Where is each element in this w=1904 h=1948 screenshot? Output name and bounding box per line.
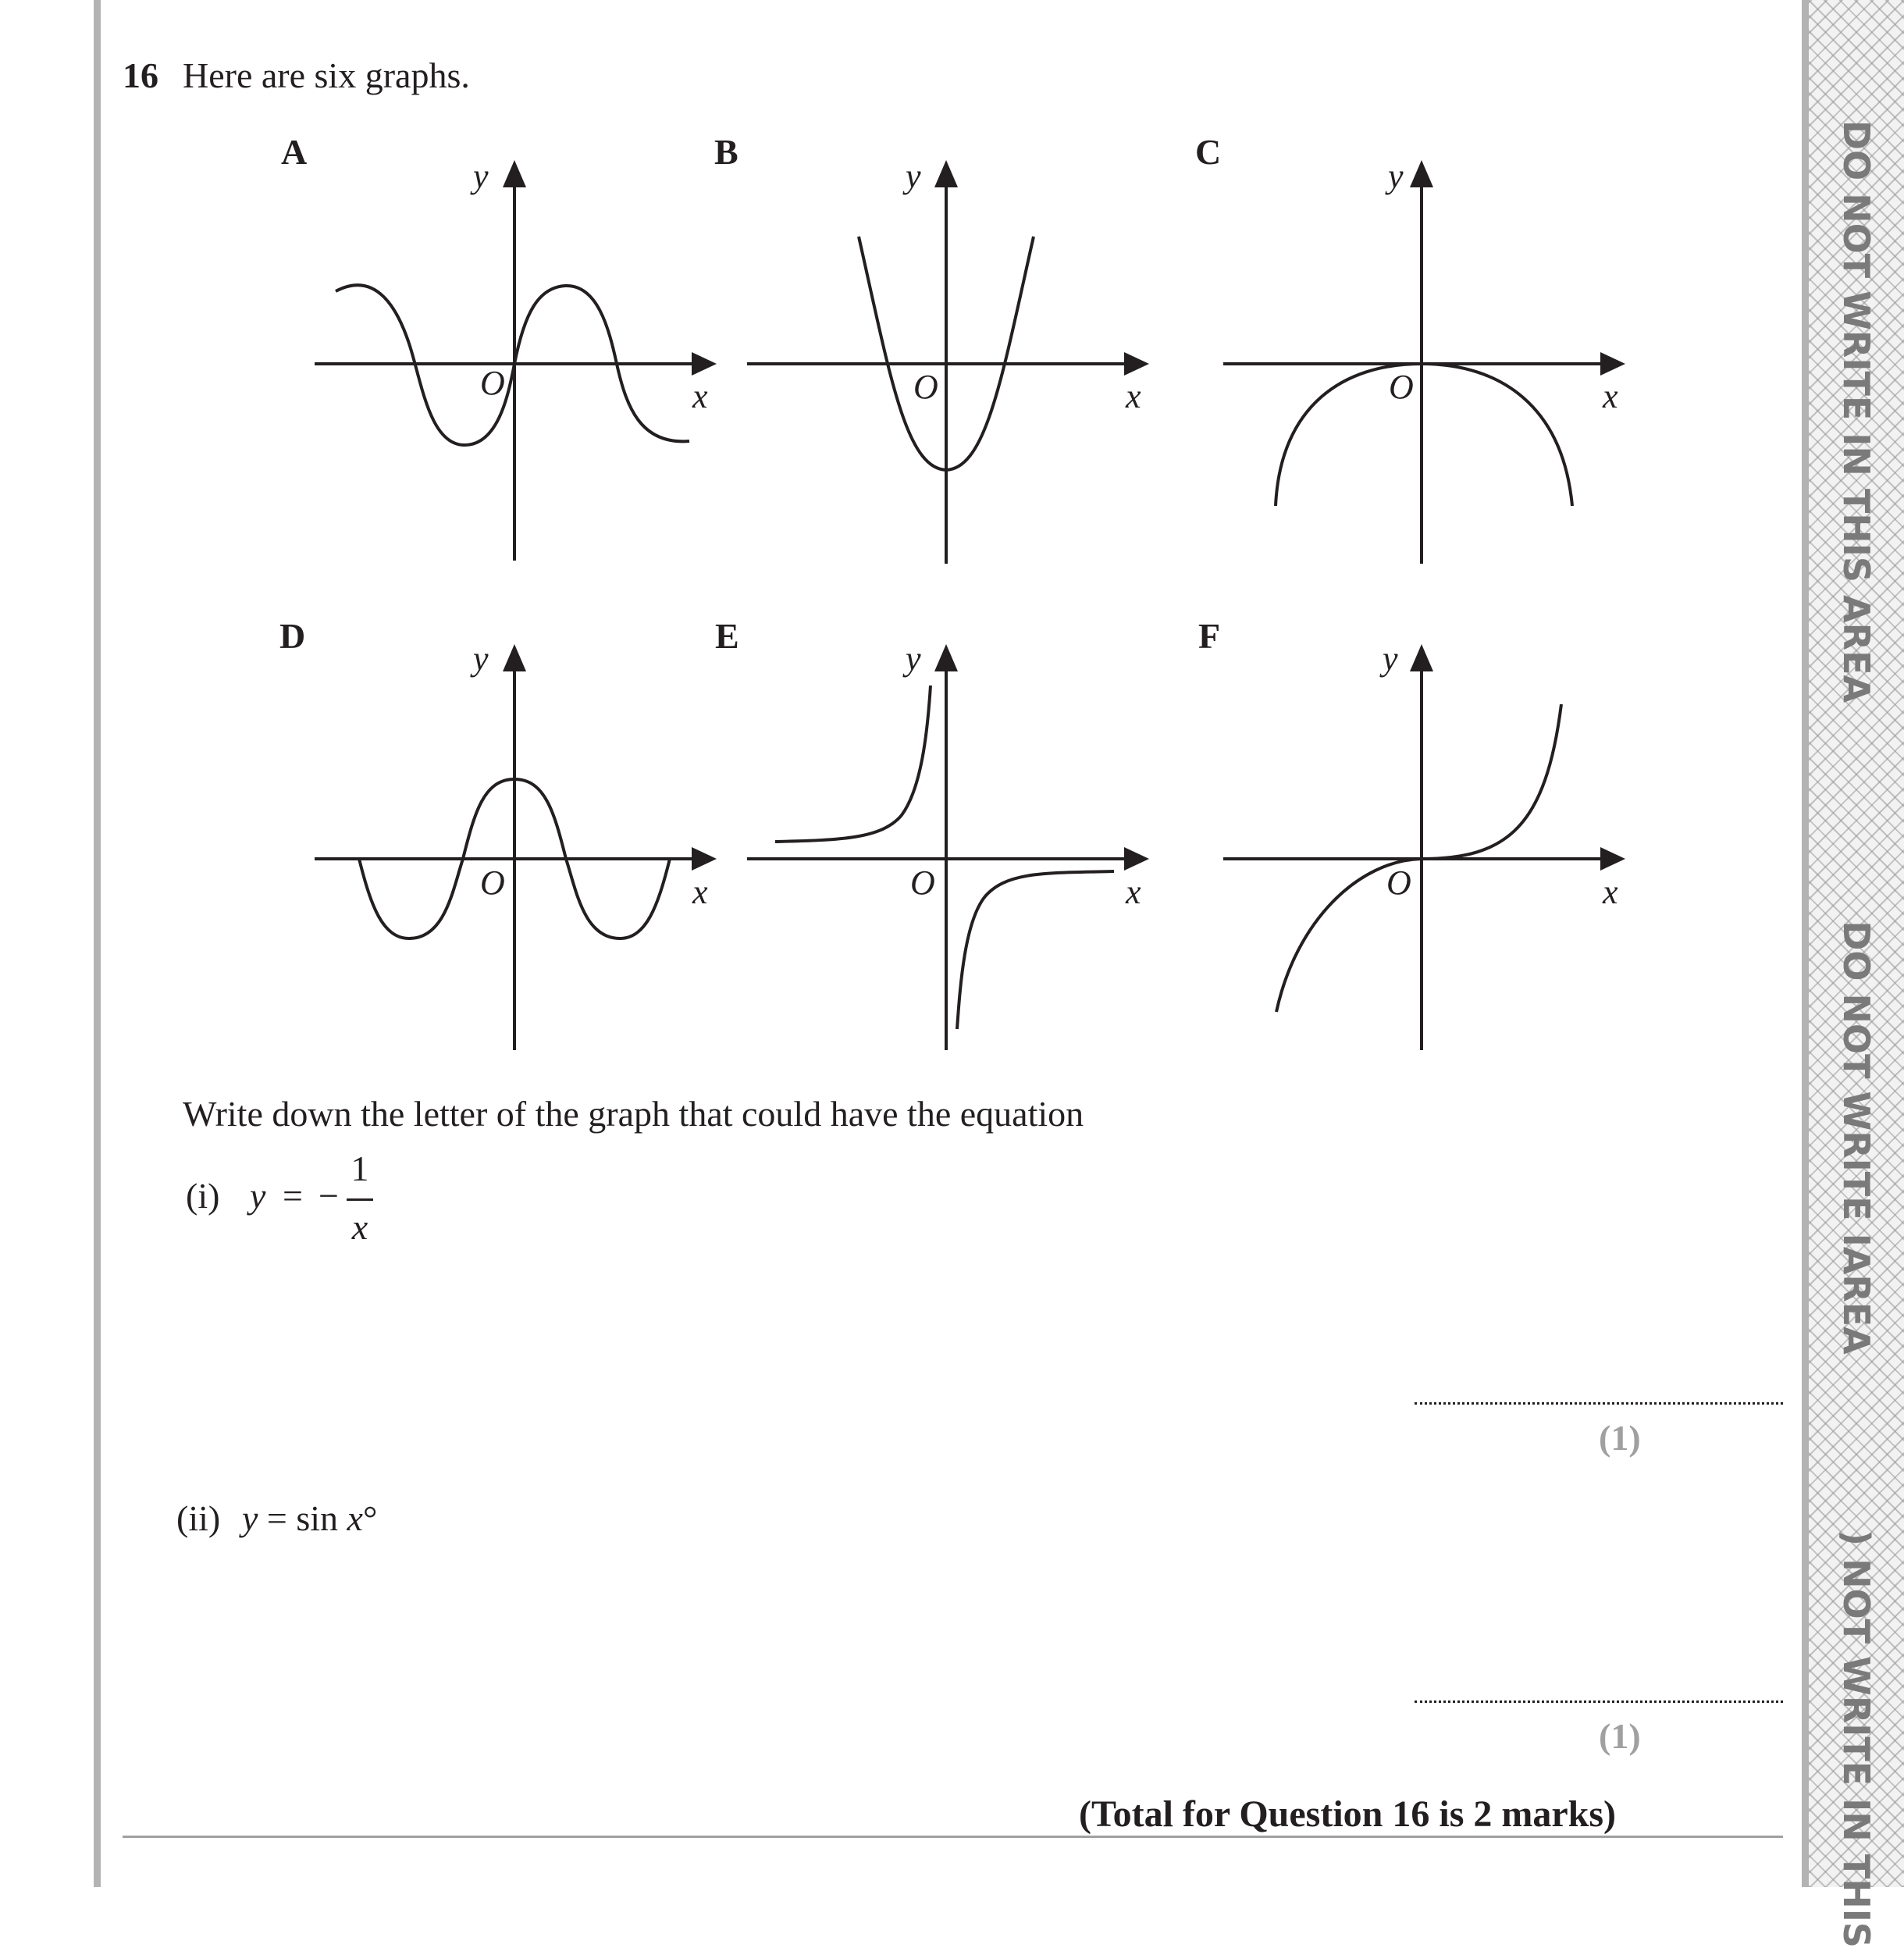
graph-b xyxy=(714,132,1149,564)
fraction-bar xyxy=(347,1198,373,1201)
fraction-numerator: 1 xyxy=(351,1149,369,1188)
part-ii-label: (ii) xyxy=(176,1498,221,1538)
x-axis-label: x xyxy=(1603,873,1618,911)
marks-i: (1) xyxy=(1599,1418,1641,1458)
x-axis-label: x xyxy=(1126,377,1141,415)
origin-label: O xyxy=(1386,864,1411,902)
origin-label: O xyxy=(913,368,938,406)
part-i-minus: − xyxy=(319,1176,339,1216)
total-marks: (Total for Question 16 is 2 marks) xyxy=(1079,1793,1617,1835)
equation-x: x xyxy=(347,1498,363,1538)
degree-symbol: ° xyxy=(362,1498,378,1538)
part-ii-equation xyxy=(242,1498,377,1539)
graph-a xyxy=(281,132,717,561)
origin-label: O xyxy=(480,864,505,902)
part-i-lhs xyxy=(250,1175,265,1216)
origin-label: O xyxy=(1389,368,1414,406)
equation-y: y xyxy=(242,1498,258,1538)
graph-letter: F xyxy=(1198,616,1221,656)
margin-text-3: ) NOT WRITE IN THIS xyxy=(1835,1530,1877,1948)
margin-text-1: DO NOT WRITE IN THIS AREA xyxy=(1835,119,1877,703)
graph-f xyxy=(1198,616,1625,1050)
origin-label: O xyxy=(910,864,935,902)
answer-line-i[interactable] xyxy=(1415,1402,1783,1405)
origin-label: O xyxy=(480,364,505,402)
instruction-text: Write down the letter of the graph that could have the equation xyxy=(183,1094,1084,1134)
y-axis-label: y xyxy=(1388,157,1404,195)
x-axis-label: x xyxy=(1603,377,1618,415)
y-axis-label: y xyxy=(906,639,921,678)
y-axis-label: y xyxy=(906,157,921,195)
x-axis-label: x xyxy=(692,377,708,415)
y-axis-label: y xyxy=(473,639,489,678)
graph-letter: B xyxy=(714,132,738,172)
bottom-rule xyxy=(123,1836,1783,1838)
y-axis-label: y xyxy=(1383,639,1398,678)
y-axis-label: y xyxy=(473,157,489,195)
part-i-label: (i) xyxy=(186,1176,220,1216)
x-axis-label: x xyxy=(692,873,708,911)
x-axis-label: x xyxy=(1126,873,1141,911)
graph-letter: A xyxy=(281,132,308,172)
part-i-equals: = xyxy=(283,1176,303,1216)
marks-ii: (1) xyxy=(1599,1716,1641,1756)
question-number: 16 xyxy=(123,55,158,95)
graph-letter: C xyxy=(1195,132,1222,172)
graph-d xyxy=(279,616,717,1050)
page-border-right xyxy=(1802,0,1809,1887)
question-intro: Here are six graphs. xyxy=(183,55,470,95)
fraction-denominator: x xyxy=(351,1207,368,1247)
graph-e xyxy=(715,616,1149,1050)
graph-c xyxy=(1195,132,1625,564)
equation-y: y xyxy=(250,1176,266,1216)
graph-letter: E xyxy=(715,616,739,656)
answer-line-ii[interactable] xyxy=(1415,1700,1783,1703)
graph-letter: D xyxy=(279,616,306,656)
equation-sin: = sin xyxy=(266,1498,347,1538)
margin-text-2: DO NOT WRITE IAREA xyxy=(1835,921,1877,1355)
